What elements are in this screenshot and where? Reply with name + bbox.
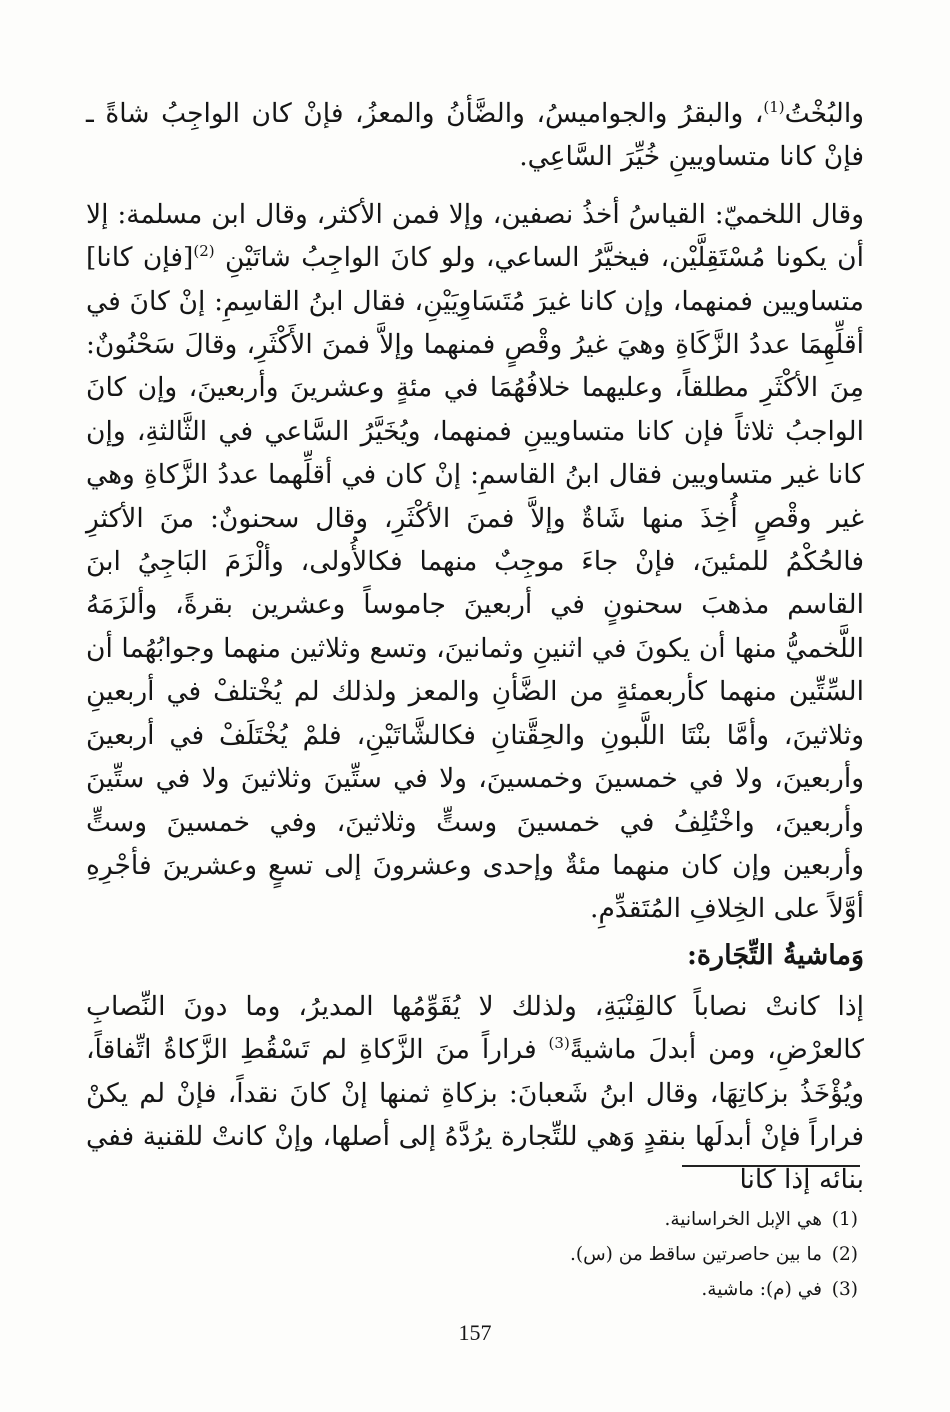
paragraph-2 [86, 193, 864, 931]
footnotes [570, 1202, 858, 1307]
paragraph-3 [86, 985, 864, 1202]
footnote-number: (2) [831, 1244, 858, 1265]
page-number: 157 [458, 1320, 492, 1345]
footnote-ref-3[interactable]: (3) [548, 1034, 570, 1053]
footnote-text: هي الإبل الخراسانية. [664, 1209, 822, 1230]
section-heading: وَماشيةُ التِّجَارة: [686, 939, 864, 971]
paragraph-2-text-b: [فإن كانا] متساويين فمنهما، وإن كانا غيرَ مُتَسَاوِيَيْنِ، فقال ابنُ القاسِمِ: إنْ كانَ في أقلِّهِمَا عددُ الزَّكَاةِ وهيَ غيرُ وقْصٍ فمنهما وإلاَّ فمنَ الأَكْثَرِ، وقالَ سَحْنُونٌ: مِنَ الأكْثَرِ مطلقاً، وعليهما خلافُهُمَا في مئةٍ وعشرينَ وأربعينَ، وإن كانَ الواجبُ ثلاثاً فإن كانا متساويينِ فمنهما، ويُخَيَّرُ السَّاعي في الثَّالثةِ، وإن كانا غير متساويين فقال ابنُ القاسمِ: إنْ كان في أقلِّهما عددُ الزَّكاةِ وهي غير وقْصٍ أُخِذَ منها شَاةٌ وإلاَّ فمنَ الأكْثَرِ، وقال سحنونٌ: منَ الأكثرِ فالحُكْمُ للمئينَ، فإنْ جاءَ موجِبٌ منهما فكالأُولى، وألْزَمَ البَاجِيُ ابنَ القاسم مذهبَ سحنونٍ في أربعينَ جاموساً وعشرين بقرةً، وألزَمَهُ اللَّخميُّ منها أن يكونَ في اثنينِ وثمانينَ، وتسع وثلاثين منهما وجوابُهُما أن السِّتِّين منهما كأربعمئةٍ من الضَّأنِ والمعز ولذلك لم يُخْتلفْ في أربعينِ وثلاثينَ، وأمَّا بنْتَا اللَّبونِ والحِقَّتانِ فكالشَّاتَيْنِ، فلمْ يُخْتَلَفْ في أربعينَ وأربعينَ، ولا في خمسينَ وخمسينَ، ولا في ستِّينَ وثلاثينَ ولا في ستِّينَ وأربعينَ، واخْتُلِفُ في خمسينَ وستٍّ وثلاثينَ، وفي خمسينَ وستٍّ وأربعين وإن كان منهما مئةٌ وإحدى وعشرونَ إلى تسعٍ وعشرينَ فأجْرِهِ أوَّلاً على الخِلافِ المُتَقدِّمِ. [86, 242, 864, 925]
paragraph-1-text-a: والبُخْتُ [784, 98, 864, 129]
footnote-3 [570, 1272, 858, 1307]
footnote-text: في (م): ماشية. [701, 1279, 822, 1300]
paragraph-3-text-b: فراراً منَ الزَّكاةِ لم تَسْقُطِ الزَّكاةُ اتِّفاقاً، ويُؤْخَذُ بزكاتِهَا، وقال ابنُ شَعبانَ: بزكاةِ ثمنها إنْ كانَ نقداً، فإنْ لم يكنْ فراراً فإنْ أبدلَها بنقدٍ وَهي للتِّجارة يرُدَّهُ إلى أصلها، وإنْ كانتْ للقنية ففي بنائه إذا كانا [86, 1034, 864, 1196]
footnote-2 [570, 1237, 858, 1272]
paragraph-1 [86, 92, 864, 179]
footnote-number: (1) [831, 1209, 858, 1230]
footnote-1 [570, 1202, 858, 1237]
page-body [86, 92, 864, 1202]
footnote-ref-1[interactable]: (1) [763, 98, 785, 117]
footnote-divider [682, 1165, 860, 1167]
paragraph-2-text-a: وقال اللخميّ: القياسُ أخذُ نصفين، وإلا فمن الأكثر، وقال ابن مسلمة: إلا أن يكونا مُسْتَقِلَّيْن، فيخيَّرُ الساعي، ولو كانَ الواجِبُ شاتَيْنِ [86, 198, 865, 274]
footnote-number: (3) [831, 1279, 858, 1300]
footnote-ref-2[interactable]: (2) [193, 242, 215, 261]
paragraph-1-text-b: ، والبقرُ والجواميسُ، والضَّأنُ والمعزُ، فإنْ كان الواجِبُ شاةً ـ فإنْ كانا متساويينِ خُيِّرَ السَّاعِي. [86, 98, 864, 173]
footnote-text: ما بين حاصرتين ساقط من (س). [570, 1244, 822, 1265]
paragraph-3-text-a: إذا كانتْ نصاباً كالقِنْيَةِ، ولذلك لا يُقَوِّمُها المديرُ، وما دونَ النِّصابِ كالعرْضِ، ومن أبدلَ ماشيةً [86, 990, 864, 1066]
